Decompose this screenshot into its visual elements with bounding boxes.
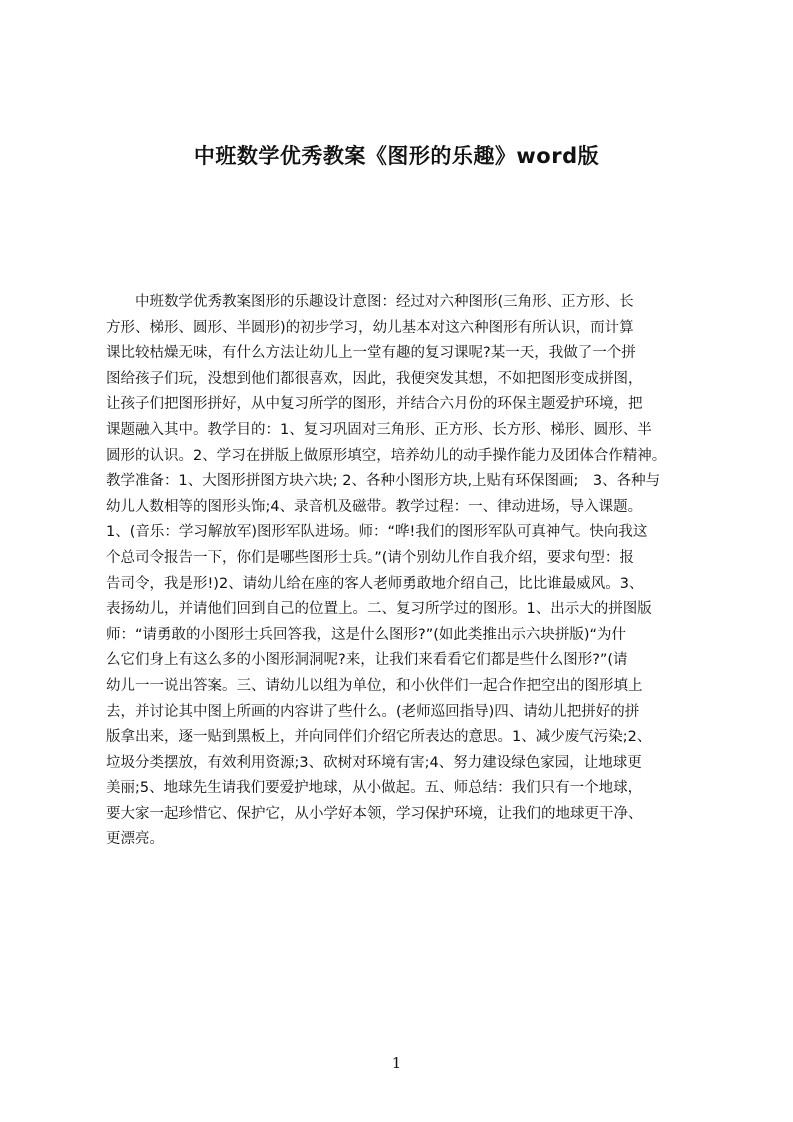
body-line: 教学准备：1、大图形拼图方块六块; 2、各种小图形方块,上贴有环保图画; 3、各种与 (106, 473, 661, 490)
body-line: 让孩子们把图形拼好，从中复习所学的图形，并结合六月份的环保主题爱护环境，把 (106, 396, 643, 413)
body-line: 课题融入其中。教学目的：1、复习巩固对三角形、正方形、长方形、梯形、圆形、半 (106, 421, 652, 438)
body-line: 幼儿人数相等的图形头饰;4、录音机及磁带。教学过程：一、律动进场，导入课题。 (106, 498, 643, 515)
body-line: 垃圾分类摆放，有效利用资源;3、砍树对环境有害;4、努力建设绿色家园，让地球更 (106, 754, 642, 771)
body-line: 圆形的认识。2、学习在拼版上做原形填空，培养幼儿的动手操作能力及团体合作精神。 (106, 447, 667, 464)
body-line: 图给孩子们玩，没想到他们都很喜欢，因此，我便突发其想，不如把图形变成拼图， (106, 370, 643, 387)
body-line: 幼儿一一说出答案。三、请幼儿以组为单位，和小伙伴们一起合作把空出的图形填上 (106, 677, 643, 694)
body-line: 版拿出来，逐一贴到黑板上，并向同伴们介绍它所表达的意思。1、减少废气污染;2、 (106, 729, 652, 746)
body-line: 去，并讨论其中图上所画的内容讲了些什么。(老师巡回指导)四、请幼儿把拼好的拼 (106, 703, 640, 720)
body-line: 1、(音乐：学习解放军)图形军队进场。师：“哗!我们的图形军队可真神气。快向我这 (106, 524, 648, 541)
body-paragraph (106, 290, 696, 853)
body-line: 美丽;5、地球先生请我们要爱护地球，从小做起。五、师总结：我们只有一个地球， (106, 780, 643, 797)
body-line: 方形、梯形、圆形、半圆形)的初步学习，幼儿基本对这六种图形有所认识，而计算 (106, 319, 634, 336)
body-line: 课比较枯燥无味，有什么方法让幼儿上一堂有趣的复习课呢?某一天，我做了一个拼 (106, 345, 636, 362)
body-line: 师：“请勇敢的小图形士兵回答我，这是什么图形?”(如此类推出示六块拼版)“为什 (106, 626, 627, 643)
body-line: 个总司令报告一下，你们是哪些图形士兵。”(请个别幼儿作自我介绍，要求句型：报 (106, 549, 634, 566)
body-line: 告司令，我是形!)2、请幼儿给在座的客人老师勇敢地介绍自己，比比谁最威风。3、 (106, 575, 644, 592)
body-line: 中班数学优秀教案图形的乐趣设计意图：经过对六种图形(三角形、正方形、长 (106, 294, 634, 310)
body-line: 么它们身上有这么多的小图形洞洞呢?来，让我们来看看它们都是些什么图形?”(请 (106, 652, 628, 669)
body-line: 表扬幼儿，并请他们回到自己的位置上。二、复习所学过的图形。1、出示大的拼图版 (106, 601, 652, 618)
page-number: 1 (391, 1054, 402, 1072)
body-line: 要大家一起珍惜它、保护它，从小学好本领，学习保护环境，让我们的地球更干净、 (106, 805, 643, 822)
body-line: 更漂亮。 (106, 831, 164, 848)
document-title: 中班数学优秀教案《图形的乐趣》word版 (193, 144, 600, 168)
